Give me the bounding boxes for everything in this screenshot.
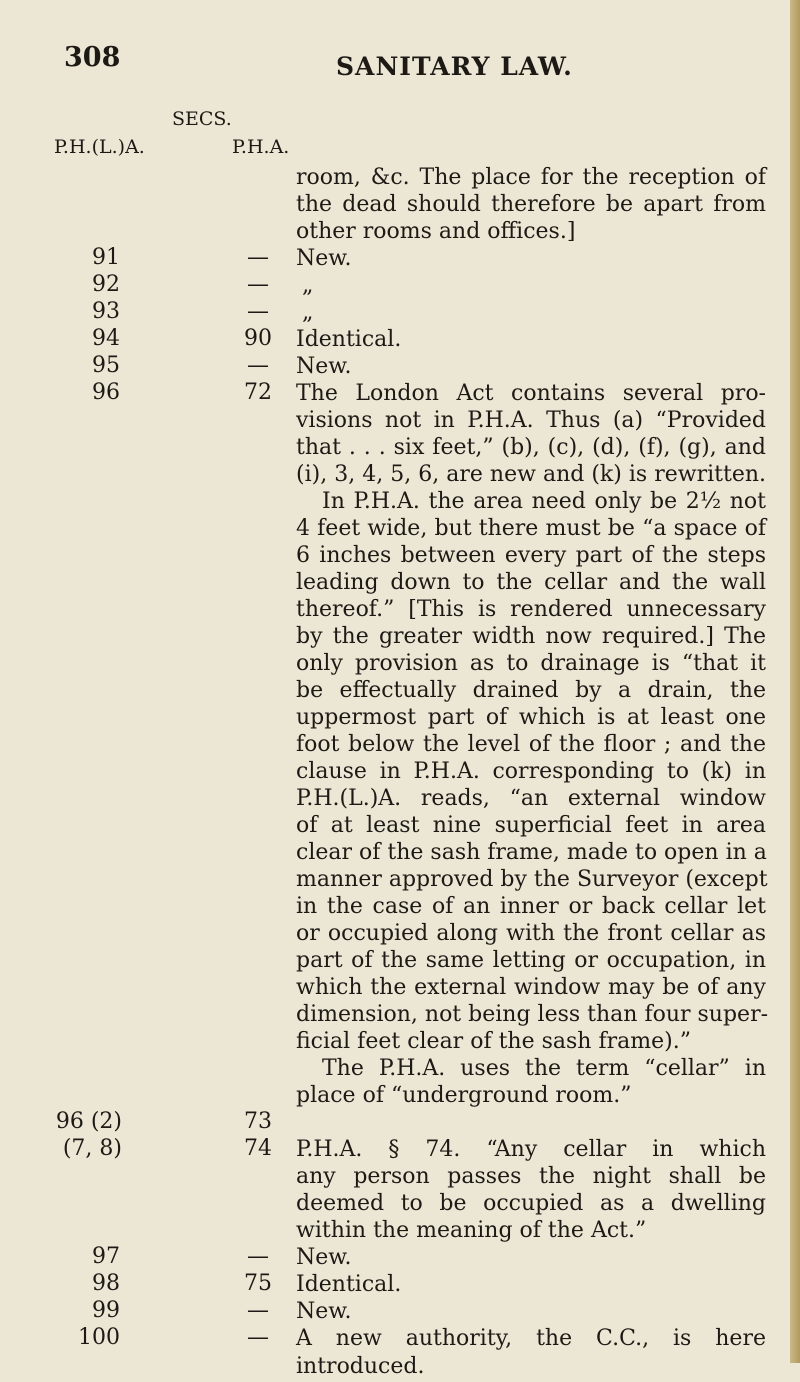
- secs-heading: SECS.: [172, 108, 232, 130]
- text-line: clear of the sash frame, made to open in a: [296, 840, 767, 865]
- page-edge: [790, 0, 800, 1363]
- page-number: 308: [64, 42, 121, 73]
- phla-section: 95: [92, 353, 120, 378]
- pha-section: 74: [244, 1136, 272, 1161]
- phla-section: 97: [92, 1244, 120, 1269]
- text-line: by the greater width now required.] The: [296, 624, 766, 649]
- text-line: any person passes the night shall be: [296, 1164, 766, 1189]
- text-line: leading down to the cellar and the wall: [296, 570, 766, 595]
- text-line: that . . . six feet,” (b), (c), (d), (f), (g), and: [296, 435, 766, 460]
- column-heading-phla: P.H.(L.)A.: [54, 136, 145, 158]
- text-line: within the meaning of the Act.”: [296, 1218, 647, 1243]
- pha-section: 73: [244, 1109, 272, 1134]
- text-line: uppermost part of which is at least one: [296, 705, 766, 730]
- pha-section: —: [247, 299, 269, 324]
- text-line: clause in P.H.A. corresponding to (k) in: [296, 759, 766, 784]
- text-line: A new authority, the C.C., is here: [296, 1326, 766, 1351]
- pha-section: 90: [244, 326, 272, 351]
- text-line: of at least nine superficial feet in area: [296, 813, 766, 838]
- text-line: only provision as to drainage is “that it: [296, 651, 766, 676]
- text-line: thereof.” [This is rendered unnecessary: [296, 597, 766, 622]
- text-line: other rooms and offices.]: [296, 219, 576, 244]
- running-title: SANITARY LAW.: [336, 52, 573, 81]
- text-line: 6 inches between every part of the steps: [296, 543, 766, 568]
- text-line: P.H.(L.)A. reads, “an external window: [296, 786, 766, 811]
- row-text: New.: [296, 354, 352, 379]
- text-line: New.: [296, 1299, 352, 1324]
- row-text: [296, 1244, 766, 1271]
- text-line: dimension, not being less than four super-: [296, 1002, 769, 1027]
- phla-section: 94: [92, 326, 120, 351]
- text-line: New.: [296, 1245, 352, 1270]
- phla-section: (7, 8): [62, 1136, 122, 1161]
- text-line: room, &c. The place for the reception of: [296, 165, 766, 190]
- row-text: [296, 1298, 766, 1325]
- text-line: Identical.: [296, 1272, 402, 1297]
- row-text: New.: [296, 246, 352, 271]
- text-line: manner approved by the Surveyor (except: [296, 867, 768, 892]
- text-line: The London Act contains several pro-: [296, 381, 766, 406]
- column-heading-pha: P.H.A.: [232, 136, 290, 158]
- text-line: 4 feet wide, but there must be “a space of: [296, 516, 766, 541]
- text-line: P.H.A. § 74. “Any cellar in which: [296, 1137, 766, 1162]
- text-line: foot below the level of the floor ; and the: [296, 732, 766, 757]
- phla-section: 92: [92, 272, 120, 297]
- phla-section: 93: [92, 299, 120, 324]
- row-text: [296, 380, 766, 407]
- pha-section: —: [247, 1298, 269, 1323]
- text-line: The P.H.A. uses the term “cellar” in: [322, 1056, 766, 1081]
- text-line: ficial feet clear of the sash frame).”: [296, 1029, 691, 1054]
- phla-section: 98: [92, 1271, 120, 1296]
- row-text: [296, 1271, 766, 1298]
- row-text: „: [302, 300, 314, 325]
- text-line: or occupied along with the front cellar as: [296, 921, 766, 946]
- row-text: Identical.: [296, 327, 402, 352]
- section-96-paragraph: [296, 407, 769, 1109]
- text-line: the dead should therefore be apart from: [296, 192, 766, 217]
- intro-text: [296, 164, 766, 245]
- text-line: which the external window may be of any: [296, 975, 766, 1000]
- pha-section: —: [247, 353, 269, 378]
- text-line: in the case of an inner or back cellar let: [296, 894, 766, 919]
- phla-section: 91: [92, 245, 120, 270]
- text-line: deemed to be occupied as a dwelling: [296, 1191, 766, 1216]
- pha-section: —: [247, 272, 269, 297]
- row-text: [296, 1325, 766, 1352]
- pha-section: —: [247, 245, 269, 270]
- phla-section: 100: [78, 1325, 120, 1350]
- text-line: visions not in P.H.A. Thus (a) “Provided: [296, 408, 766, 433]
- phla-section: 96 (2): [55, 1109, 122, 1134]
- pha-section: —: [247, 1244, 269, 1269]
- final-line: introduced.: [296, 1354, 425, 1379]
- text-line: (i), 3, 4, 5, 6, are new and (k) is rewritten.: [296, 462, 766, 487]
- pha-section: 72: [244, 380, 272, 405]
- text-line: be effectually drained by a drain, the: [296, 678, 766, 703]
- text-line: place of “underground room.”: [296, 1083, 632, 1108]
- phla-section: 96: [92, 380, 120, 405]
- text-line: In P.H.A. the area need only be 2½ not: [322, 489, 766, 514]
- pha-section: —: [247, 1325, 269, 1350]
- pha-section: 75: [244, 1271, 272, 1296]
- phla-section: 99: [92, 1298, 120, 1323]
- section-74-quote: [296, 1136, 766, 1244]
- text-line: part of the same letting or occupation, in: [296, 948, 766, 973]
- row-text: „: [302, 273, 314, 298]
